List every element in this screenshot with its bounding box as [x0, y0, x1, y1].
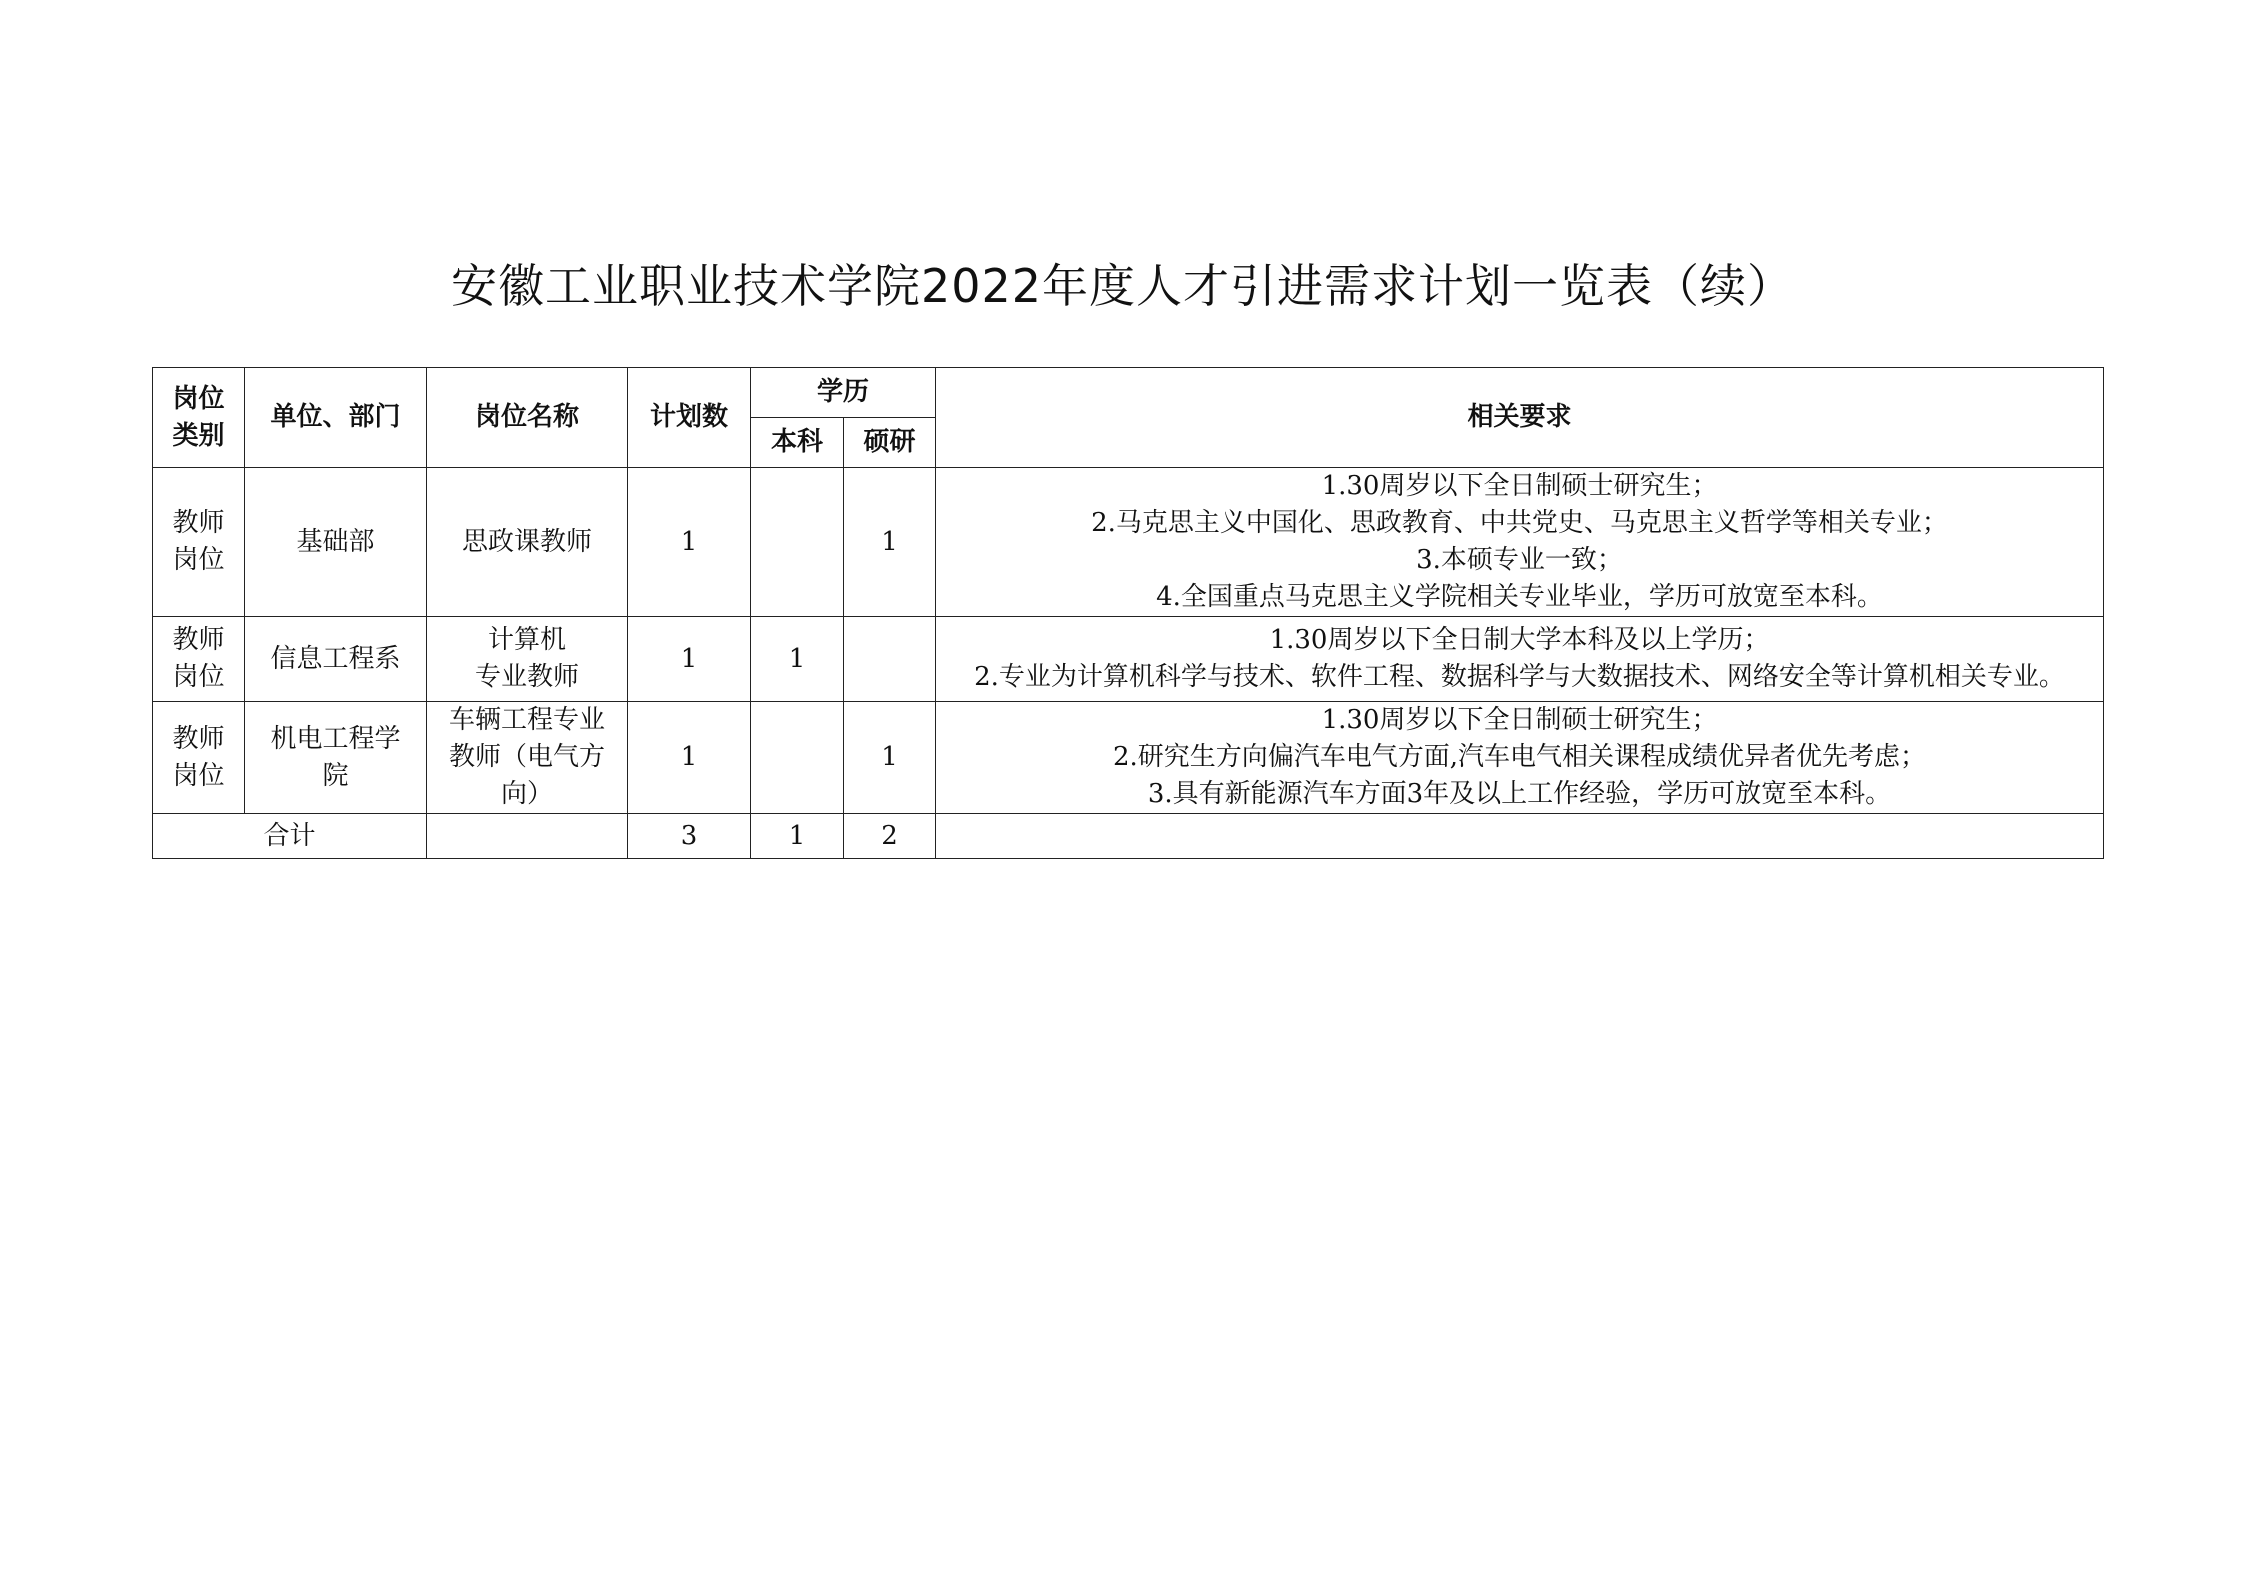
cell-category: 教师 岗位: [153, 468, 245, 617]
total-label: 合计: [153, 814, 427, 859]
header-plan-count: 计划数: [628, 368, 751, 468]
header-bachelor: 本科: [751, 418, 844, 468]
total-requirements: [936, 814, 2104, 859]
page-title: 安徽工业职业技术学院2022年度人才引进需求计划一览表（续）: [450, 259, 1795, 313]
cell-requirements: 1.30周岁以下全日制大学本科及以上学历； 2.专业为计算机科学与技术、软件工程、数据科学与大数据技术、网络安全等计算机相关专业。: [936, 617, 2104, 702]
total-master: 2: [844, 814, 936, 859]
header-position: 岗位名称: [427, 368, 628, 468]
header-unit: 单位、部门: [245, 368, 427, 468]
table-row: [153, 617, 2104, 702]
cell-unit: 机电工程学 院: [245, 702, 427, 814]
cell-plan-count: 1: [628, 617, 751, 702]
cell-master: [844, 617, 936, 702]
header-category: 岗位 类别: [153, 368, 245, 468]
header-master: 硕研: [844, 418, 936, 468]
cell-bachelor: [751, 702, 844, 814]
header-requirements: 相关要求: [936, 368, 2104, 468]
total-position: [427, 814, 628, 859]
cell-category: 教师 岗位: [153, 702, 245, 814]
table-row: [153, 468, 2104, 617]
cell-requirements: 1.30周岁以下全日制硕士研究生； 2.研究生方向偏汽车电气方面,汽车电气相关课程成绩优异者优先考虑； 3.具有新能源汽车方面3年及以上工作经验，学历可放宽至本科。: [936, 702, 2104, 814]
cell-plan-count: 1: [628, 468, 751, 617]
total-row: [153, 814, 2104, 859]
total-bachelor: 1: [751, 814, 844, 859]
cell-master: 1: [844, 702, 936, 814]
talent-plan-table: [152, 367, 2104, 859]
cell-position: 车辆工程专业 教师（电气方 向）: [427, 702, 628, 814]
cell-requirements: 1.30周岁以下全日制硕士研究生； 2.马克思主义中国化、思政教育、中共党史、马克思主义哲学等相关专业； 3.本硕专业一致； 4.全国重点马克思主义学院相关专业毕业，学历可放宽至本科。: [936, 468, 2104, 617]
cell-bachelor: 1: [751, 617, 844, 702]
total-plan-count: 3: [628, 814, 751, 859]
cell-position: 思政课教师: [427, 468, 628, 617]
cell-position: 计算机 专业教师: [427, 617, 628, 702]
cell-bachelor: [751, 468, 844, 617]
cell-plan-count: 1: [628, 702, 751, 814]
cell-master: 1: [844, 468, 936, 617]
header-education: 学历: [751, 368, 936, 418]
cell-unit: 信息工程系: [245, 617, 427, 702]
header-row: [153, 368, 2104, 418]
cell-unit: 基础部: [245, 468, 427, 617]
table-row: [153, 702, 2104, 814]
cell-category: 教师 岗位: [153, 617, 245, 702]
